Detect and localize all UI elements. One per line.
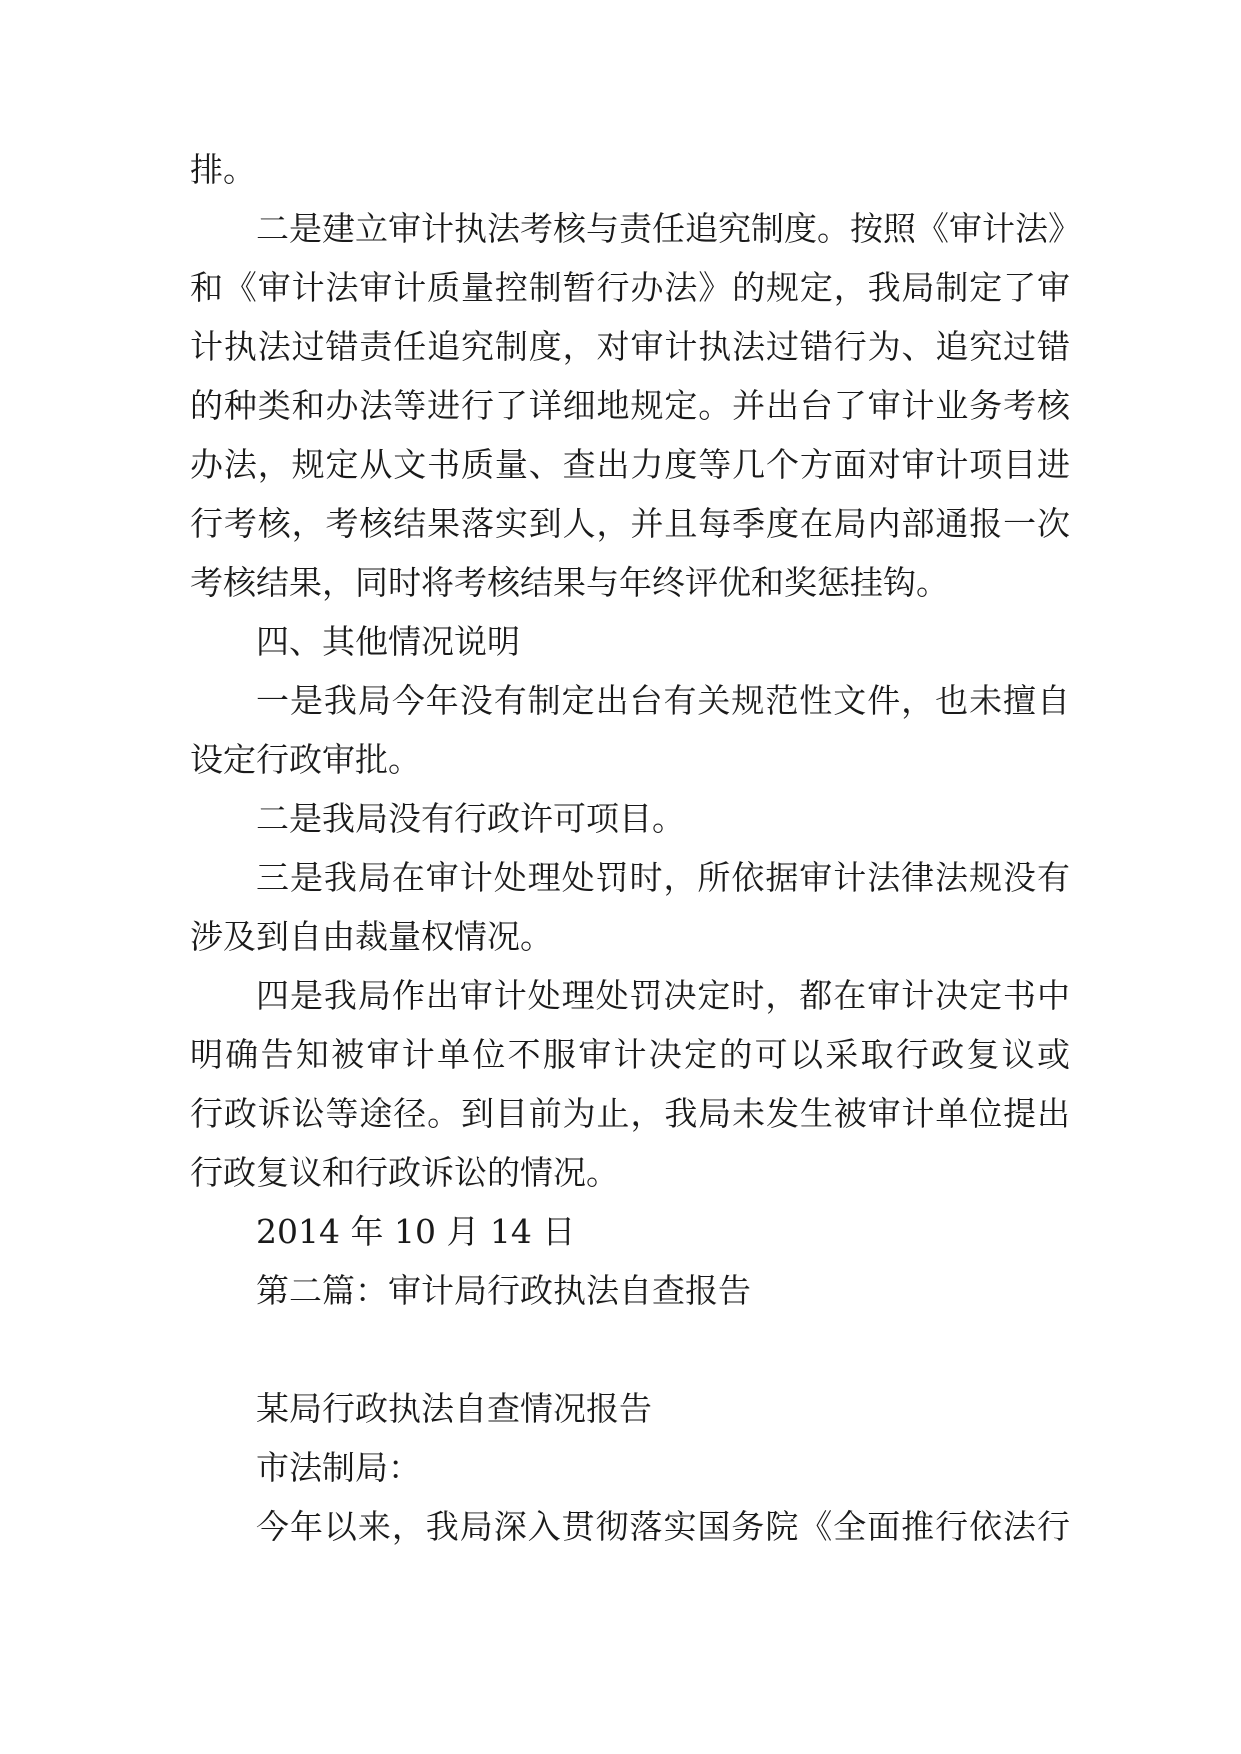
paragraph-line: 今年以来，我局深入贯彻落实国务院《全面推行依法行 [256,1507,1070,1546]
paragraph-line: 的种类和办法等进行了详细地规定。并出台了审计业务考核 [190,386,1070,425]
article-heading: 第二篇：审计局行政执法自查报告 [256,1271,751,1310]
date-line: 2014 年 10 月 14 日 [256,1212,576,1251]
paragraph-line: 行政诉讼等途径。到目前为止，我局未发生被审计单位提出 [190,1094,1070,1133]
paragraph-line: 和《审计法审计质量控制暂行办法》的规定，我局制定了审 [190,268,1070,307]
paragraph-line: 四是我局作出审计处理处罚决定时，都在审计决定书中 [256,976,1070,1015]
paragraph-line: 行政复议和行政诉讼的情况。 [190,1153,619,1192]
paragraph-line: 明确告知被审计单位不服审计决定的可以采取行政复议或 [190,1035,1070,1074]
paragraph-line: 一是我局今年没有制定出台有关规范性文件，也未擅自 [256,681,1070,720]
paragraph-line: 行考核，考核结果落实到人，并且每季度在局内部通报一次 [190,504,1070,543]
paragraph-line: 排。 [190,150,256,189]
paragraph-line: 考核结果，同时将考核结果与年终评优和奖惩挂钩。 [190,563,949,602]
paragraph-line: 计执法过错责任追究制度，对审计执法过错行为、追究过错 [190,327,1070,366]
section-heading: 四、其他情况说明 [256,622,520,661]
paragraph-line: 涉及到自由裁量权情况。 [190,917,553,956]
paragraph-line: 三是我局在审计处理处罚时，所依据审计法律法规没有 [256,858,1070,897]
paragraph-line: 二是我局没有行政许可项目。 [256,799,685,838]
report-title: 某局行政执法自查情况报告 [256,1389,652,1428]
paragraph-line: 设定行政审批。 [190,740,421,779]
paragraph-line: 办法，规定从文书质量、查出力度等几个方面对审计项目进 [190,445,1070,484]
paragraph-line: 二是建立审计执法考核与责任追究制度。按照《审计法》 [256,209,1081,248]
salutation: 市法制局： [256,1448,421,1487]
